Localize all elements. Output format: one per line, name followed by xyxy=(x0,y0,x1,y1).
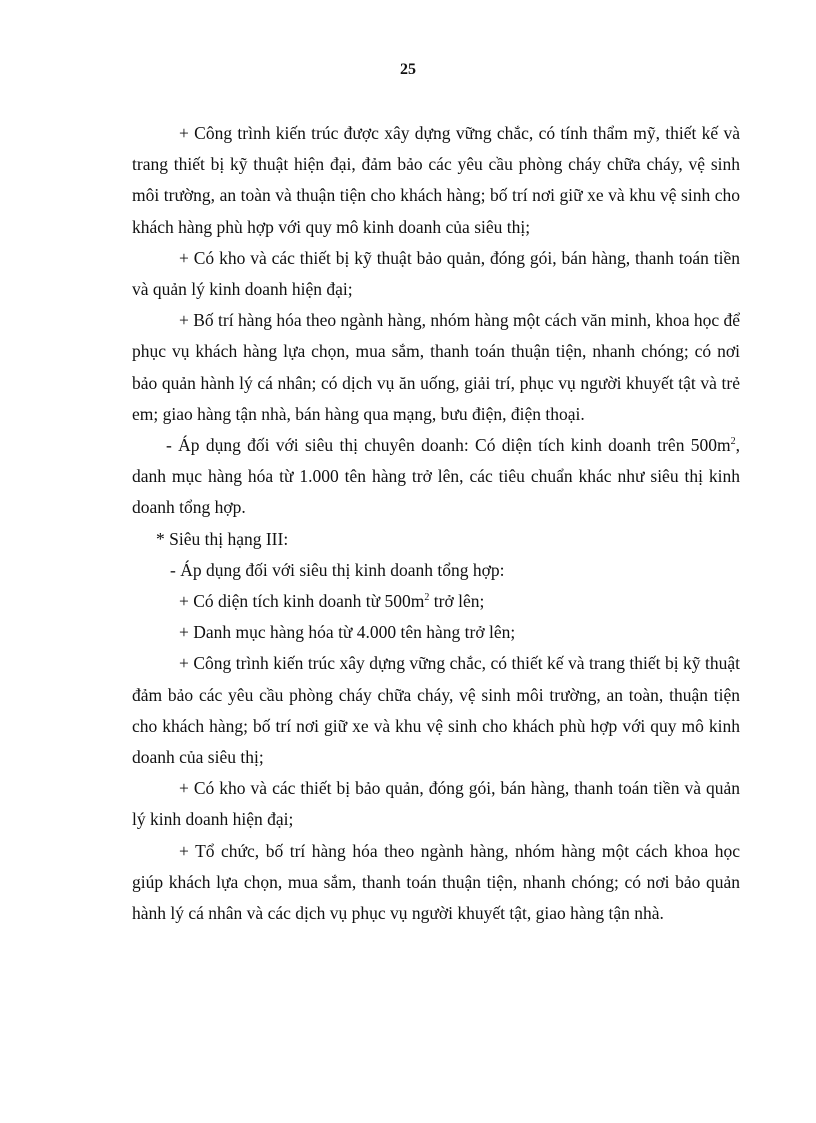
paragraph-architecture: + Công trình kiến trúc được xây dựng vững chắc, có tính thẩm mỹ, thiết kế và trang thiết bị kỹ thuật hiện đại, đảm bảo các yêu cầu phòng cháy chữa cháy, vệ sinh môi trường, an toàn và thuận tiện cho khách hàng; bố trí nơi giữ xe và khu vệ sinh cho khách hàng phù hợp với quy mô kinh doanh của siêu thị; xyxy=(132,123,740,237)
paragraph-storage: + Có kho và các thiết bị bảo quản, đóng gói, bán hàng, thanh toán tiền và quản lý kinh doanh hiện đại; xyxy=(132,778,740,830)
paragraph-organization: + Tổ chức, bố trí hàng hóa theo ngành hàng, nhóm hàng một cách khoa học giúp khách lựa chọn, mua sắm, thanh toán thuận tiện, nhanh chóng; có nơi bảo quản hành lý cá nhân và các dịch vụ phục vụ người khuyết tật, giao hàng tận nhà. xyxy=(132,840,740,924)
text-segment: , danh mục hàng hóa từ 1.000 tên hàng trở lên, các tiêu chuẩn khác như siêu thị kinh doanh tổng hợp. xyxy=(132,435,740,518)
text-segment: + Có diện tích kinh doanh từ 500m xyxy=(179,591,425,612)
text-segment: trở lên; xyxy=(429,591,485,612)
paragraph-warehouse: + Có kho và các thiết bị kỹ thuật bảo quản, đóng gói, bán hàng, thanh toán tiền và quản lý kinh doanh hiện đại; xyxy=(132,247,740,300)
paragraph-area xyxy=(132,586,740,617)
paragraph-general-supermarket: - Áp dụng đối với siêu thị kinh doanh tổng hợp: xyxy=(170,559,505,580)
paragraph-specialized-supermarket xyxy=(132,430,740,524)
paragraph-goods-list: + Danh mục hàng hóa từ 4.000 tên hàng trở lên; xyxy=(179,622,516,643)
paragraph-construction: + Công trình kiến trúc xây dựng vững chắc, có thiết kế và trang thiết bị kỹ thuật đảm bảo các yêu cầu phòng cháy chữa cháy, vệ sinh môi trường, an toàn, thuận tiện cho khách hàng; bố trí nơi giữ xe và khu vệ sinh cho khách phù hợp với quy mô kinh doanh của siêu thị; xyxy=(132,653,740,768)
text-segment: - Áp dụng đối với siêu thị chuyên doanh: Có diện tích kinh doanh trên 500m xyxy=(166,435,731,456)
superscript: 2 xyxy=(424,592,430,604)
document-body xyxy=(132,118,740,929)
section-heading-class-3: * Siêu thị hạng III: xyxy=(156,528,289,549)
page-number: 25 xyxy=(400,61,416,78)
superscript: 2 xyxy=(730,436,736,448)
paragraph-goods-arrangement: + Bố trí hàng hóa theo ngành hàng, nhóm hàng một cách văn minh, khoa học để phục vụ khách hàng lựa chọn, mua sắm, thanh toán thuận tiện, nhanh chóng; có nơi bảo quản hành lý cá nhân; có dịch vụ ăn uống, giải trí, phục vụ người khuyết tật và trẻ em; giao hàng tận nhà, bán hàng qua mạng, bưu điện, điện thoại. xyxy=(132,310,740,424)
